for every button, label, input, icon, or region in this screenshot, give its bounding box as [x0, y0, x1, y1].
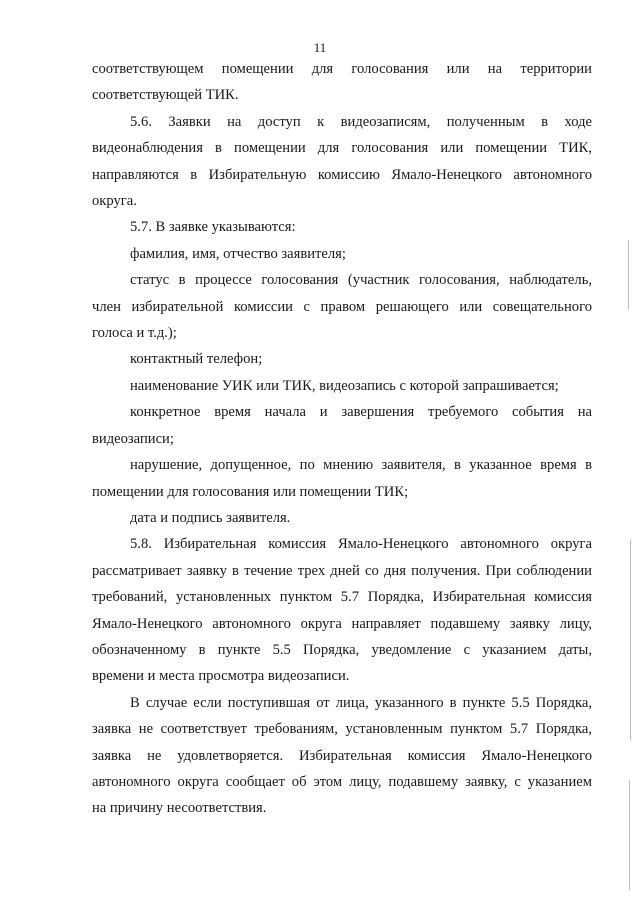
- text-line: времени и места просмотра видеозаписи.: [92, 668, 350, 685]
- text-line: дата и подпись заявителя.: [130, 509, 291, 526]
- text-line: округа.: [92, 193, 137, 210]
- text-line: В случае если поступившая от лица, указанного в пункте 5.5 Порядка,: [130, 694, 592, 711]
- text-line: видеозаписи;: [92, 430, 174, 447]
- text-line: наименование УИК или ТИК, видеозапись с которой запрашивается;: [130, 377, 559, 394]
- document-body: [92, 56, 592, 822]
- text-line: статус в процессе голосования (участник голосования, наблюдатель,: [130, 272, 592, 289]
- text-line: 5.6. Заявки на доступ к видеозаписям, полученным в ходе: [130, 113, 592, 130]
- text-line: видеонаблюдения в помещении для голосования или помещении ТИК,: [92, 140, 592, 157]
- text-line: соответствующем помещении для голосования или на территории: [92, 61, 592, 77]
- text-line: голоса и т.д.);: [92, 325, 177, 342]
- text-line: на причину несоответствия.: [92, 800, 267, 817]
- text-line: фамилия, имя, отчество заявителя;: [130, 245, 346, 262]
- text-line: рассматривает заявку в течение трех дней со дня получения. При соблюдении: [92, 562, 592, 579]
- text-line: автономного округа сообщает об этом лицу, подавшему заявку, с указанием: [92, 773, 592, 790]
- text-line: помещении для голосования или помещении ТИК;: [92, 483, 409, 500]
- text-line: член избирательной комиссии с правом решающего или совещательного: [92, 298, 592, 315]
- text-line: 5.7. В заявке указываются:: [130, 219, 296, 236]
- text-line: заявка не удовлетворяется. Избирательная комиссия Ямало-Ненецкого: [92, 747, 592, 764]
- text-line: нарушение, допущенное, по мнению заявителя, в указанное время в: [130, 457, 592, 474]
- scan-edge-mark: [628, 240, 629, 310]
- text-line: заявка не соответствует требованиям, установленным пунктом 5.7 Порядка,: [92, 721, 592, 738]
- text-line: требований, установленных пунктом 5.7 Порядка, Избирательная комиссия: [92, 589, 592, 606]
- text-line: Ямало-Ненецкого автономного округа направляет подавшему заявку лицу,: [92, 615, 592, 632]
- text-line: контактный телефон;: [130, 351, 263, 368]
- scan-edge-mark: [630, 540, 631, 740]
- text-line: 5.8. Избирательная комиссия Ямало-Ненецкого автономного округа: [130, 536, 592, 553]
- page-number: 11: [313, 40, 327, 55]
- scan-edge-mark: [629, 780, 630, 890]
- text-line: соответствующей ТИК.: [92, 87, 239, 104]
- text-line: конкретное время начала и завершения требуемого события на: [130, 404, 592, 421]
- text-line: обозначенному в пункте 5.5 Порядка, уведомление с указанием даты,: [92, 641, 592, 658]
- text-line: направляются в Избирательную комиссию Ямало-Ненецкого автономного: [92, 166, 592, 183]
